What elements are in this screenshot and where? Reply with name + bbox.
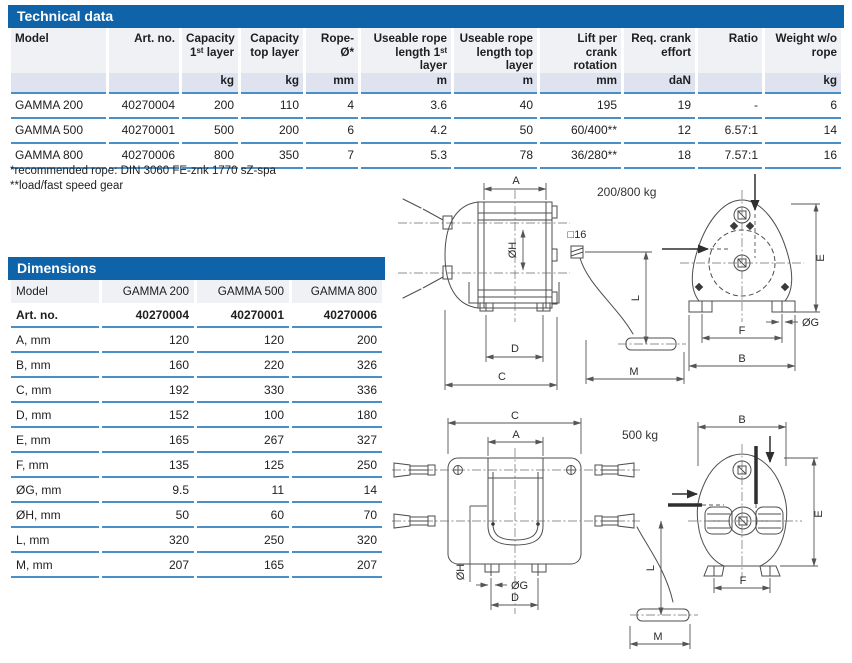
dimensions-title-bar <box>8 257 385 280</box>
dim-header-model: Model <box>11 280 99 303</box>
dim-label-oh: ØH <box>507 241 519 259</box>
dim-label-b: B <box>738 414 746 426</box>
col-header-model: Model <box>11 28 106 73</box>
cell: 327 <box>292 428 382 453</box>
cell: 250 <box>292 453 382 478</box>
col-header-weight: Weight w/o rope <box>765 28 841 73</box>
dimension-row-E <box>11 428 382 453</box>
col-header-ratio: Ratio <box>698 28 762 73</box>
dimension-row-M <box>11 553 382 578</box>
cell: 180 <box>292 403 382 428</box>
dim-label-og: ØG <box>511 580 529 592</box>
cell: 11 <box>197 478 289 503</box>
cell: 14 <box>765 119 841 144</box>
cell: 152 <box>102 403 194 428</box>
dimension-row-F <box>11 453 382 478</box>
caption-500: 500 kg <box>622 428 659 442</box>
unit-cell <box>109 73 179 94</box>
dim-label-d: D <box>511 343 519 355</box>
cell: 7.57:1 <box>698 144 762 169</box>
cell: 9.5 <box>102 478 194 503</box>
cell: GAMMA 200 <box>11 94 106 119</box>
dim-label-l: L <box>630 294 642 302</box>
technical-drawing-200-800 <box>390 170 852 406</box>
cell: 320 <box>292 528 382 553</box>
dim-label-e: E <box>813 510 825 518</box>
unit-cell: mm <box>540 73 621 94</box>
dimension-row-L <box>11 528 382 553</box>
cell: C, mm <box>11 378 99 403</box>
cell: 40270006 <box>292 303 382 328</box>
dim-label-l: L <box>645 564 657 572</box>
cell: 40270004 <box>109 94 179 119</box>
header-row <box>11 28 841 73</box>
cell: 200 <box>241 119 303 144</box>
unit-cell <box>11 73 106 94</box>
cell: 6 <box>306 119 358 144</box>
side-view-500 <box>668 414 825 593</box>
cell: Art. no. <box>11 303 99 328</box>
cell: 40 <box>454 94 537 119</box>
cell: E, mm <box>11 428 99 453</box>
cell: 4.2 <box>361 119 451 144</box>
unit-cell: kg <box>182 73 238 94</box>
crank-drawing-500 <box>630 521 698 649</box>
cell: 165 <box>102 428 194 453</box>
footnote-gear: **load/fast speed gear <box>10 180 124 192</box>
cell: 70 <box>292 503 382 528</box>
cell: 50 <box>102 503 194 528</box>
side-view-200-800 <box>662 174 827 371</box>
dim-label-b: B <box>738 353 746 365</box>
cell: 250 <box>197 528 289 553</box>
dimensions-artno-row <box>11 303 382 328</box>
cell: 110 <box>241 94 303 119</box>
cell: 7 <box>306 144 358 169</box>
cell: 192 <box>102 378 194 403</box>
dim-label-c: C <box>511 410 519 422</box>
cell: ØG, mm <box>11 478 99 503</box>
technical-data-section <box>8 5 844 169</box>
dimensions-header-row <box>11 280 382 303</box>
col-header-capacity-1st: Capacity 1ˢᵗ layer <box>182 28 238 73</box>
cell: GAMMA 500 <box>11 119 106 144</box>
cell: 200 <box>182 94 238 119</box>
shaft-size-label: □16 <box>567 229 587 241</box>
footnote-rope: *recommended rope: DIN 3060 FE-znk 1770 sZ-spa <box>10 165 276 177</box>
table-row-gamma200 <box>11 94 841 119</box>
cell: 50 <box>454 119 537 144</box>
dim-header-gamma500: GAMMA 500 <box>197 280 289 303</box>
cell: 19 <box>624 94 695 119</box>
dim-header-gamma200: GAMMA 200 <box>102 280 194 303</box>
cell: D, mm <box>11 403 99 428</box>
unit-cell: daN <box>624 73 695 94</box>
col-header-rope-dia: Rope-Ø* <box>306 28 358 73</box>
cell: 267 <box>197 428 289 453</box>
cell: M, mm <box>11 553 99 578</box>
technical-data-title: Technical data <box>17 8 114 24</box>
cell: 100 <box>197 403 289 428</box>
cell: 165 <box>197 553 289 578</box>
cell: 36/280** <box>540 144 621 169</box>
crank-drawing-200-800 <box>568 229 686 384</box>
dimension-row-C <box>11 378 382 403</box>
unit-cell: m <box>361 73 451 94</box>
unit-cell: kg <box>765 73 841 94</box>
cell: L, mm <box>11 528 99 553</box>
technical-data-title-bar <box>8 5 844 28</box>
cell: 160 <box>102 353 194 378</box>
table-row-gamma500 <box>11 119 841 144</box>
cell: 135 <box>102 453 194 478</box>
cell: 350 <box>241 144 303 169</box>
cell: 125 <box>197 453 289 478</box>
cell: A, mm <box>11 328 99 353</box>
dim-label-og: ØG <box>802 317 820 329</box>
dimensions-title: Dimensions <box>17 260 97 276</box>
cell: B, mm <box>11 353 99 378</box>
technical-drawing-500 <box>390 406 852 663</box>
footnotes <box>10 164 276 194</box>
cell: 6.57:1 <box>698 119 762 144</box>
col-header-rope-length-1st: Useable rope length 1ˢᵗ layer <box>361 28 451 73</box>
cell: 120 <box>102 328 194 353</box>
cell: 336 <box>292 378 382 403</box>
col-header-rope-length-top: Useable rope length top layer <box>454 28 537 73</box>
cell: 500 <box>182 119 238 144</box>
cell: 5.3 <box>361 144 451 169</box>
cell: 320 <box>102 528 194 553</box>
cell: 40270001 <box>197 303 289 328</box>
dim-label-f: F <box>738 325 746 337</box>
caption-200-800: 200/800 kg <box>597 185 657 199</box>
dim-label-e: E <box>815 254 827 262</box>
cell: 18 <box>624 144 695 169</box>
cell: 40270001 <box>109 119 179 144</box>
cell: 40270006 <box>109 144 179 169</box>
dimensions-table <box>8 280 385 578</box>
cell: 326 <box>292 353 382 378</box>
unit-cell: kg <box>241 73 303 94</box>
dim-label-d: D <box>511 592 519 604</box>
cell: 800 <box>182 144 238 169</box>
cell: GAMMA 800 <box>11 144 106 169</box>
dim-label-a: A <box>512 175 520 187</box>
cell: 207 <box>102 553 194 578</box>
cell: 16 <box>765 144 841 169</box>
dim-label-oh: ØH <box>455 563 467 581</box>
dimension-row-OG <box>11 478 382 503</box>
dim-label-f: F <box>739 575 747 587</box>
cell: 3.6 <box>361 94 451 119</box>
cell: - <box>698 94 762 119</box>
technical-data-table <box>8 28 844 169</box>
col-header-capacity-top: Capacity top layer <box>241 28 303 73</box>
cell: 120 <box>197 328 289 353</box>
unit-row <box>11 73 841 94</box>
dimension-row-A <box>11 328 382 353</box>
unit-cell: m <box>454 73 537 94</box>
cell: 330 <box>197 378 289 403</box>
cell: 78 <box>454 144 537 169</box>
front-view-200-800 <box>398 175 570 390</box>
cell: 4 <box>306 94 358 119</box>
dim-label-a: A <box>512 429 520 441</box>
col-header-lift-per-crank: Lift per crank rotation <box>540 28 621 73</box>
cell: 60 <box>197 503 289 528</box>
dim-label-m: M <box>629 366 639 378</box>
cell: 200 <box>292 328 382 353</box>
front-view-500 <box>392 410 640 614</box>
dimension-row-OH <box>11 503 382 528</box>
unit-cell: mm <box>306 73 358 94</box>
cell: 40270004 <box>102 303 194 328</box>
dimensions-section <box>8 257 385 578</box>
col-header-artno: Art. no. <box>109 28 179 73</box>
dim-header-gamma800: GAMMA 800 <box>292 280 382 303</box>
cell: 60/400** <box>540 119 621 144</box>
col-header-crank-effort: Req. crank effort <box>624 28 695 73</box>
cell: 220 <box>197 353 289 378</box>
dim-label-c: C <box>498 371 506 383</box>
cell: 207 <box>292 553 382 578</box>
cell: ØH, mm <box>11 503 99 528</box>
dimension-row-D <box>11 403 382 428</box>
cell: 195 <box>540 94 621 119</box>
dim-label-m: M <box>653 631 663 643</box>
cell: F, mm <box>11 453 99 478</box>
cell: 12 <box>624 119 695 144</box>
unit-cell <box>698 73 762 94</box>
cell: 6 <box>765 94 841 119</box>
dimension-row-B <box>11 353 382 378</box>
cell: 14 <box>292 478 382 503</box>
